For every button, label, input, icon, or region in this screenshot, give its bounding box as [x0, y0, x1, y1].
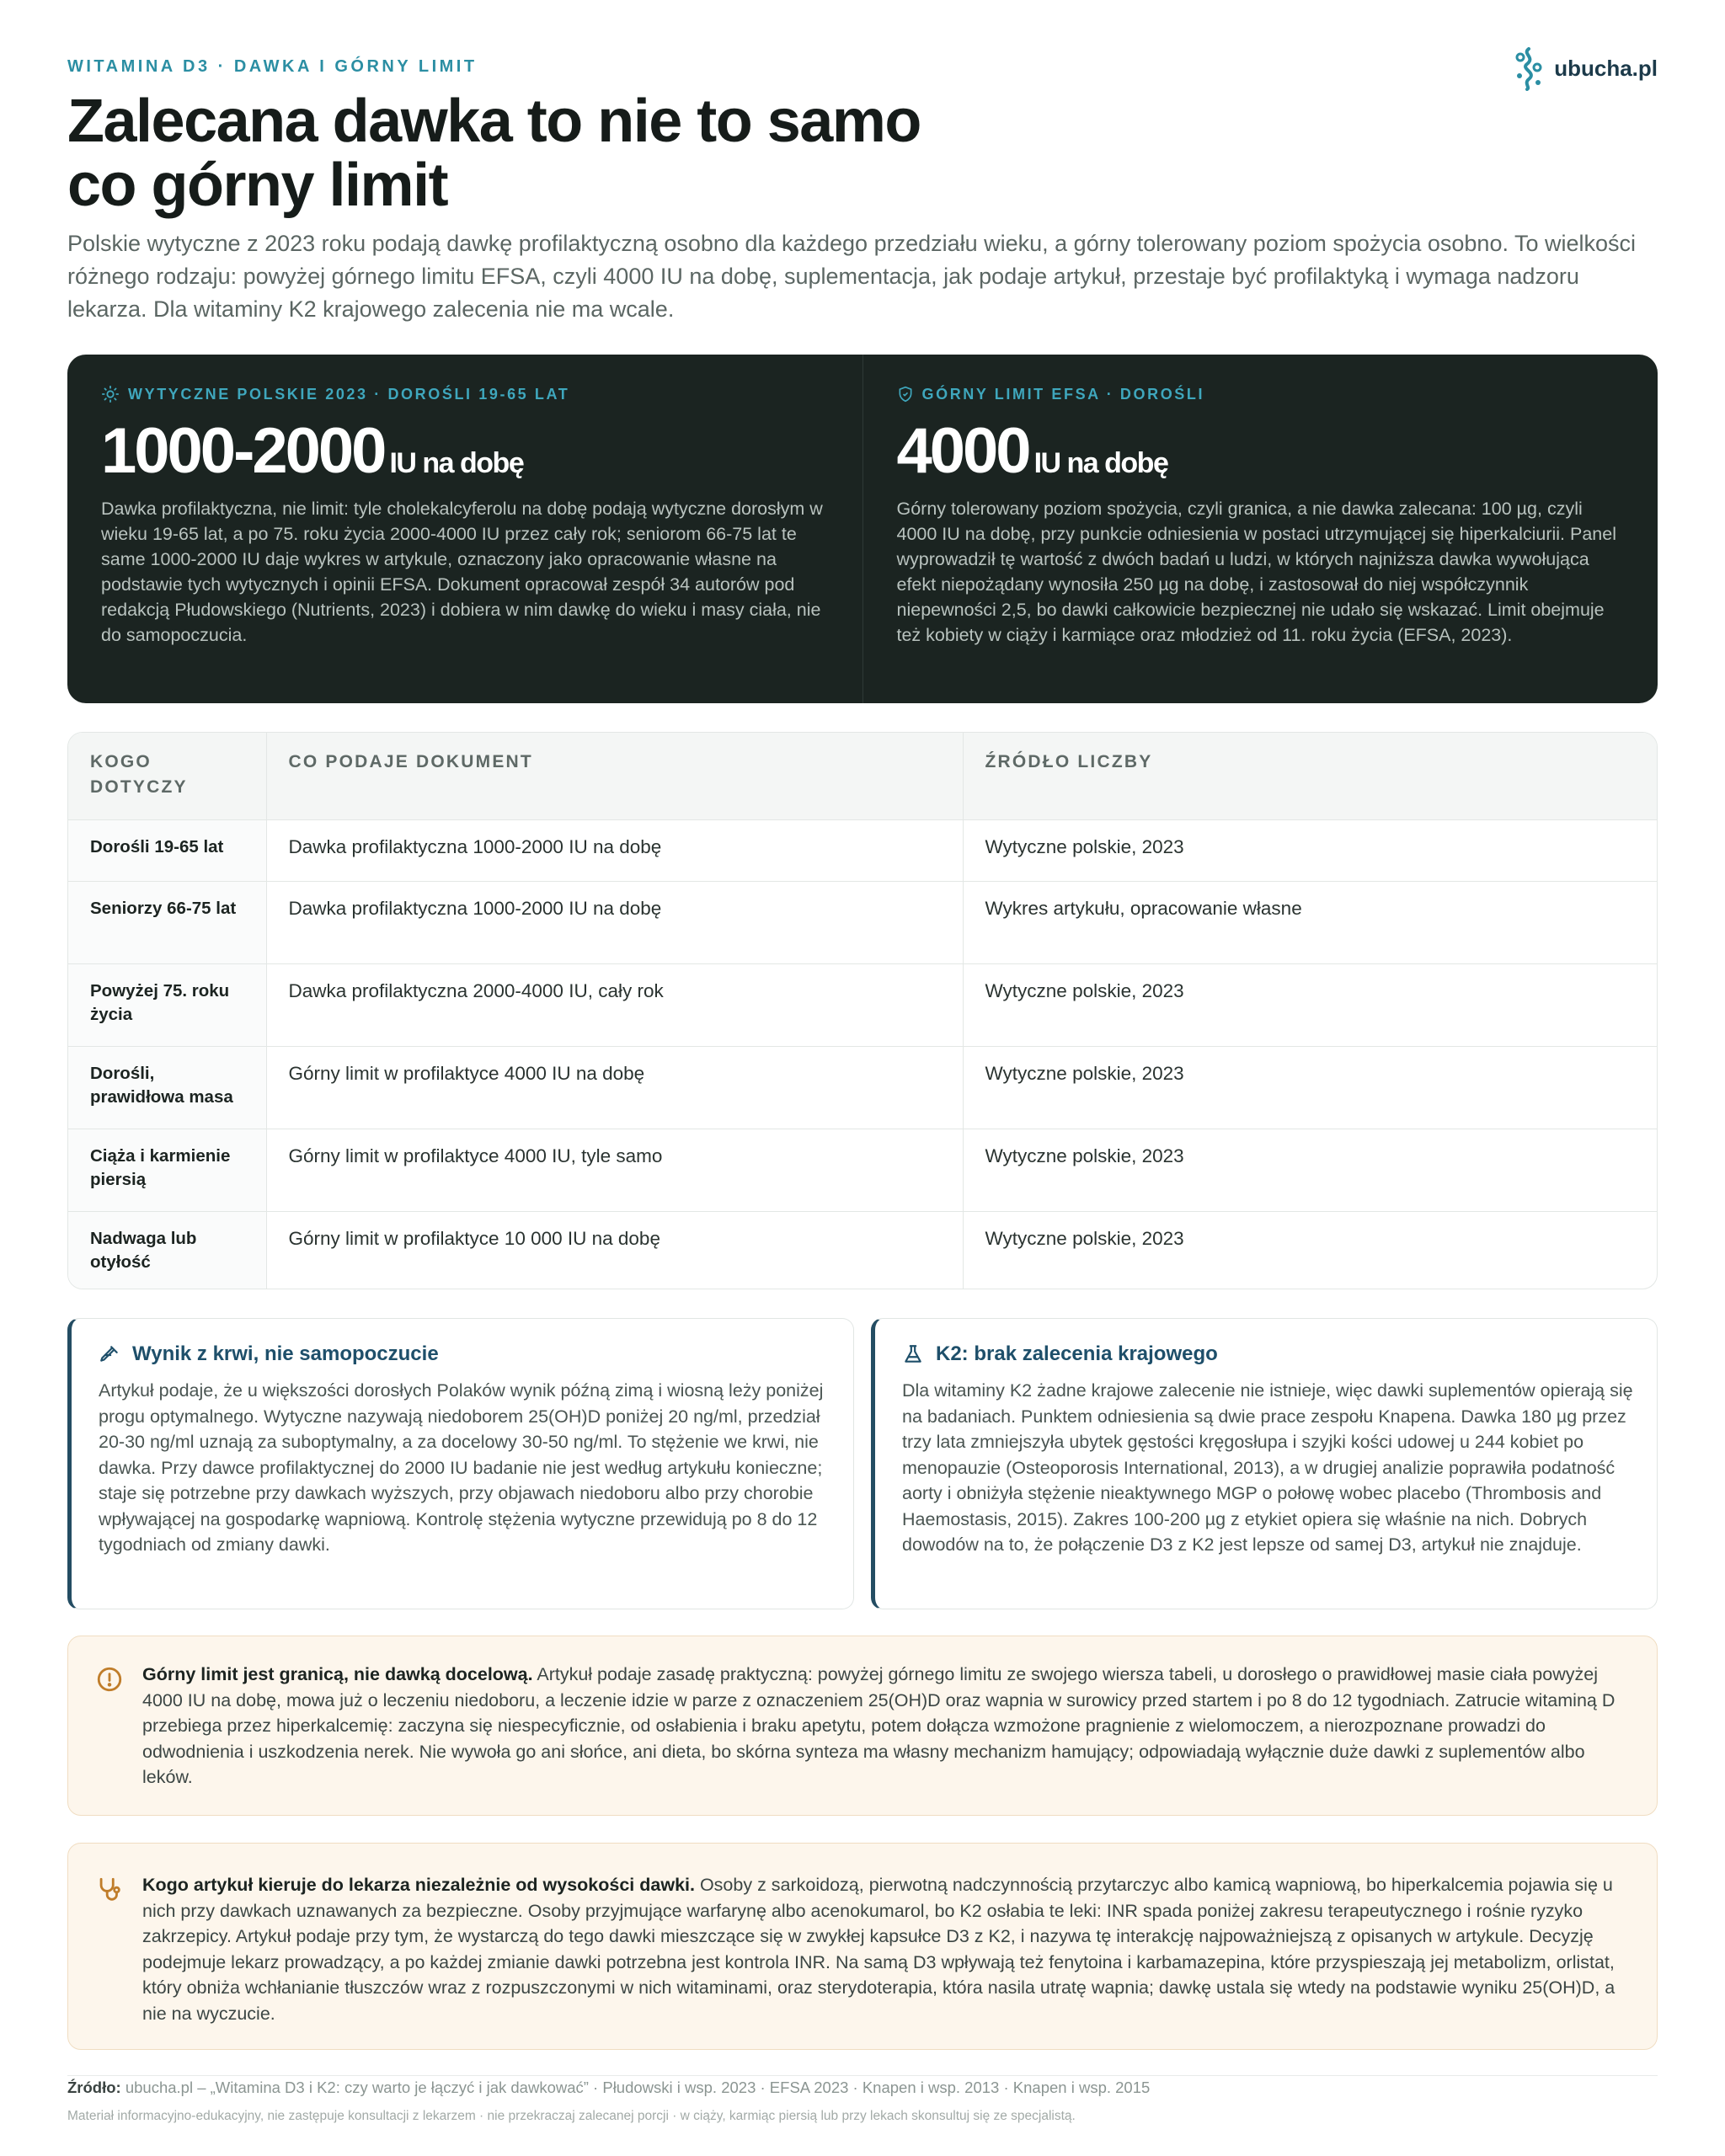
table-cell-source: Wytyczne polskie, 2023 — [963, 1046, 1658, 1129]
table-row — [68, 1129, 1658, 1211]
upper-limit-warning-body: Artykuł podaje zasadę praktyczną: powyżej górnego limitu ze swojego wiersza tabeli, u dorosłego o prawidłowej masie ciała powyżej 4000 IU na dobę, mowa już o leczeniu niedoboru, a leczenie idzie w parze z oznaczeniem 25(OH)D oraz wapnia w surowicy przed startem i po 8 do 12 tygodniach. Zatrucie witaminą D przebiega przez hiperkalcemię: zaczyna się niespecyficznie, od osłabienia i braku apetytu, potem dołącza wzmożone pragnienie z wielomoczem, a nierozpoznane prowadzi do odwodnienia i uszkodzenia nerek. Nie wywoła go ani słońce, ani dieta, bo skórna synteza ma własny mechanizm hamujący; odpowiadają wyłącznie duże dawki z suplementów albo leków. — [142, 1664, 1616, 1787]
table-cell-document: Górny limit w profilaktyce 10 000 IU na dobę — [266, 1211, 963, 1289]
recommended-dose-value-row — [101, 414, 830, 489]
upper-limit-description: Górny tolerowany poziom spożycia, czyli granica, a nie dawka zalecana: 100 µg, czyli 4000 IU na dobę, przy punkcie odniesienia w postaci utrzymującej się hiperkalciurii. Panel wyprowadził tę wartość z dwóch badań u ludzi, w których najniższa dawka wywołująca efekt niepożądany wynosiła 250 µg na dobę, i zastosował do niej współczynnik niepewności 2,5, bo dawki całkowicie bezpiecznej nie udało się wskazać. Limit obejmuje też kobiety w ciąży i karmiące oraz młodzież od 11. roku życia (EFSA, 2023). — [896, 499, 1616, 645]
kombucha-logo-icon — [1512, 45, 1546, 91]
alert-circle-icon — [95, 1665, 124, 1694]
table-cell-source: Wytyczne polskie, 2023 — [963, 819, 1658, 881]
column-header-who: KOGO DOTYCZY — [68, 733, 266, 819]
table-cell-document: Górny limit w profilaktyce 4000 IU, tyle samo — [266, 1129, 963, 1211]
k2-card-header — [902, 1342, 1633, 1366]
recommended-dose-value: 1000-2000 — [101, 415, 385, 487]
source-text: ubucha.pl – „Witamina D3 i K2: czy warto je łączyć i jak dawkować” · Płudowski i wsp. 2023 · EFSA 2023 · Knapen i wsp. 2013 · Knapen i wsp. 2015 — [120, 2079, 1151, 2096]
column-header-source: ŹRÓDŁO LICZBY — [963, 733, 1658, 819]
doctor-referral-body: Osoby z sarkoidozą, pierwotną nadczynnością przytarczyc albo kamicą wapniową, bo hiperkalcemia pojawia się u nich przy dawkach uznawanych za bezpieczne. Osoby przyjmujące warfarynę albo acenokumarol, bo K2 osłabia te leki: INR spada poniżej zakresu terapeutycznego i rośnie ryzyko zakrzepicy. Artykuł podaje przy tym, że wystarczą do tego dawki mieszczące się w zwykłej kapsułce D3 z K2, i nazywa tę interakcję najpoważniejszą z opisanych w artykule. Decyzję podejmuje lekarz prowadzący, a po każdej zmianie dawki potrzebna jest kontrola INR. Na samą D3 wpływają też fenytoina i karbamazepina, które przyspieszają jej metabolizm, orlistat, który obniża wchłanianie tłuszczów wraz z rozpuszczonymi w nich witaminami, oraz sterydoterapia, która nasila utratę wapnia; dawkę ustala się wtedy na podstawie wyniku 25(OH)D, a nie na wyczucie. — [142, 1875, 1616, 2024]
table-cell-who: Dorośli 19-65 lat — [68, 819, 266, 881]
upper-limit-warning-text — [142, 1662, 1626, 1815]
upper-limit-warning-note — [67, 1636, 1658, 1816]
sun-icon — [101, 385, 120, 403]
upper-limit-warning-lead: Górny limit jest granicą, nie dawką docelową. — [142, 1664, 533, 1684]
table-cell-source: Wytyczne polskie, 2023 — [963, 963, 1658, 1046]
blood-test-card-text: Artykuł podaje, że u większości dorosłych Polaków wynik późną zimą i wiosną leży poniżej progu optymalnego. Wytyczne nazywają niedoborem 25(OH)D poniżej 20 ng/ml, przedział 20-30 ng/ml uznają za suboptymalny, a za docelowy 30-50 ng/ml. To stężenie we krwi, nie dawka. Przy dawce profilaktycznej do 2000 IU badanie nie jest według artykułu konieczne; staje się potrzebne przy dawkach wyższych, przy objawach niedoboru albo przy chorobie wpływającej na gospodarkę wapniową. Kontrolę stężenia wytyczne przewidują po 8 do 12 tygodniach od zmiany dawki. — [99, 1380, 824, 1555]
k2-card — [871, 1318, 1658, 1609]
dose-highlight-panel — [67, 355, 1658, 703]
page-title: Zalecana dawka to nie to samo co górny limit — [67, 88, 921, 219]
recommended-dose-label-text: WYTYCZNE POLSKIE 2023 · DOROŚLI 19-65 LAT — [128, 385, 570, 403]
doctor-referral-note — [67, 1843, 1658, 2050]
table-cell-who: Ciąża i karmienie piersią — [68, 1129, 266, 1211]
source-line — [67, 2077, 1150, 2099]
table-cell-document: Dawka profilaktyczna 1000-2000 IU na dobę — [266, 881, 963, 963]
doctor-referral-text — [142, 1872, 1626, 2049]
upper-limit-label-text: GÓRNY LIMIT EFSA · DOROŚLI — [921, 385, 1205, 403]
table-row — [68, 963, 1658, 1046]
blood-test-card — [67, 1318, 854, 1609]
k2-card-title: K2: brak zalecenia krajowego — [936, 1342, 1218, 1365]
upper-limit-unit: IU na dobę — [1033, 447, 1168, 479]
table-cell-who: Dorośli, prawidłowa masa — [68, 1046, 266, 1129]
table-cell-who: Seniorzy 66-75 lat — [68, 881, 266, 963]
table-cell-source: Wytyczne polskie, 2023 — [963, 1129, 1658, 1211]
table-header-row — [68, 733, 1658, 819]
logo-text: ubucha.pl — [1554, 55, 1658, 81]
table-row — [68, 1211, 1658, 1289]
pipette-icon — [99, 1343, 120, 1365]
upper-limit-label — [897, 385, 1626, 403]
table-cell-who: Nadwaga lub otyłość — [68, 1211, 266, 1289]
recommended-dose-label — [101, 385, 830, 403]
table-cell-source: Wykres artykułu, opracowanie własne — [963, 881, 1658, 963]
flask-icon — [902, 1343, 924, 1365]
source-label: Źródło: — [67, 2079, 121, 2096]
dose-table — [67, 732, 1658, 1289]
site-logo[interactable] — [1512, 45, 1658, 91]
recommended-dose-description: Dawka profilaktyczna, nie limit: tyle cholekalcyferolu na dobę podają wytyczne dorosłym w wieku 19-65 lat, a po 75. roku życia 2000-4000 IU przez cały rok; seniorom 66-75 lat te same 1000-2000 IU daje wykres w artykule, oznaczony jako opracowanie własne na podstawie tych wytycznych i opinii EFSA. Dokument opracował zespół 34 autorów pod redakcją Płudowskiego (Nutrients, 2023) i dobiera w nim dawkę do wieku i masy ciała, nie do samopoczucia. — [101, 499, 823, 645]
table-cell-source: Wytyczne polskie, 2023 — [963, 1211, 1658, 1289]
k2-card-text: Dla witaminy K2 żadne krajowe zalecenie nie istnieje, więc dawki suplementów opierają się na badaniach. Punktem odniesienia są dwie prace zespołu Knapena. Dawka 180 µg przez trzy lata zmniejszyła ubytek gęstości kręgosłupa i szyjki kości udowej u 244 kobiet po menopauzie (Osteoporosis International, 2013), a w drugiej analizie poprawiła podatność aorty i obniżyła stężenie nieaktywnego MGP o połowę wobec placebo (Thrombosis and Haemostasis, 2015). Zakres 100-200 µg z etykiet opiera się właśnie na nich. Dobrych dowodów na to, że połączenie D3 z K2 jest lepsze od samej D3, artykuł nie znajduje. — [902, 1380, 1633, 1555]
table-row — [68, 1046, 1658, 1129]
intro-paragraph: Polskie wytyczne z 2023 roku podają dawkę profilaktyczną osobno dla każdego przedziału wieku, a górny tolerowany poziom spożycia osobno. To wielkości różnego rodzaju: powyżej górnego limitu EFSA, czyli 4000 IU na dobę, suplementacja, jak podaje artykuł, przestaje być profilaktyką i wymaga nadzoru lekarza. Dla witaminy K2 krajowego zalecenia nie ma wcale. — [67, 231, 1637, 322]
footer-divider — [67, 2075, 1658, 2076]
table-cell-document: Dawka profilaktyczna 2000-4000 IU, cały rok — [266, 963, 963, 1046]
upper-limit-column — [862, 355, 1658, 703]
stethoscope-icon — [95, 1876, 124, 1904]
shield-icon — [897, 385, 914, 403]
blood-test-card-title: Wynik z krwi, nie samopoczucie — [132, 1342, 439, 1365]
eyebrow-label: WITAMINA D3 · DAWKA I GÓRNY LIMIT — [67, 57, 478, 76]
upper-limit-value: 4000 — [896, 415, 1029, 487]
column-header-document: CO PODAJE DOKUMENT — [266, 733, 963, 819]
table-cell-who: Powyżej 75. roku życia — [68, 963, 266, 1046]
recommended-dose-column — [67, 355, 862, 703]
table-cell-document: Górny limit w profilaktyce 4000 IU na dobę — [266, 1046, 963, 1129]
doctor-referral-lead: Kogo artykuł kieruje do lekarza niezależnie od wysokości dawki. — [142, 1875, 695, 1895]
table-cell-document: Dawka profilaktyczna 1000-2000 IU na dobę — [266, 819, 963, 881]
disclaimer: Materiał informacyjno-edukacyjny, nie zastępuje konsultacji z lekarzem · nie przekraczaj zalecanej porcji · w ciąży, karmiąc piersią lub przy lekach skonsultuj się ze specjalistą. — [67, 2109, 1076, 2123]
table-row — [68, 881, 1658, 963]
upper-limit-value-row — [897, 414, 1626, 489]
table-row — [68, 819, 1658, 881]
recommended-dose-unit: IU na dobę — [389, 447, 524, 479]
blood-test-card-header — [99, 1342, 830, 1366]
